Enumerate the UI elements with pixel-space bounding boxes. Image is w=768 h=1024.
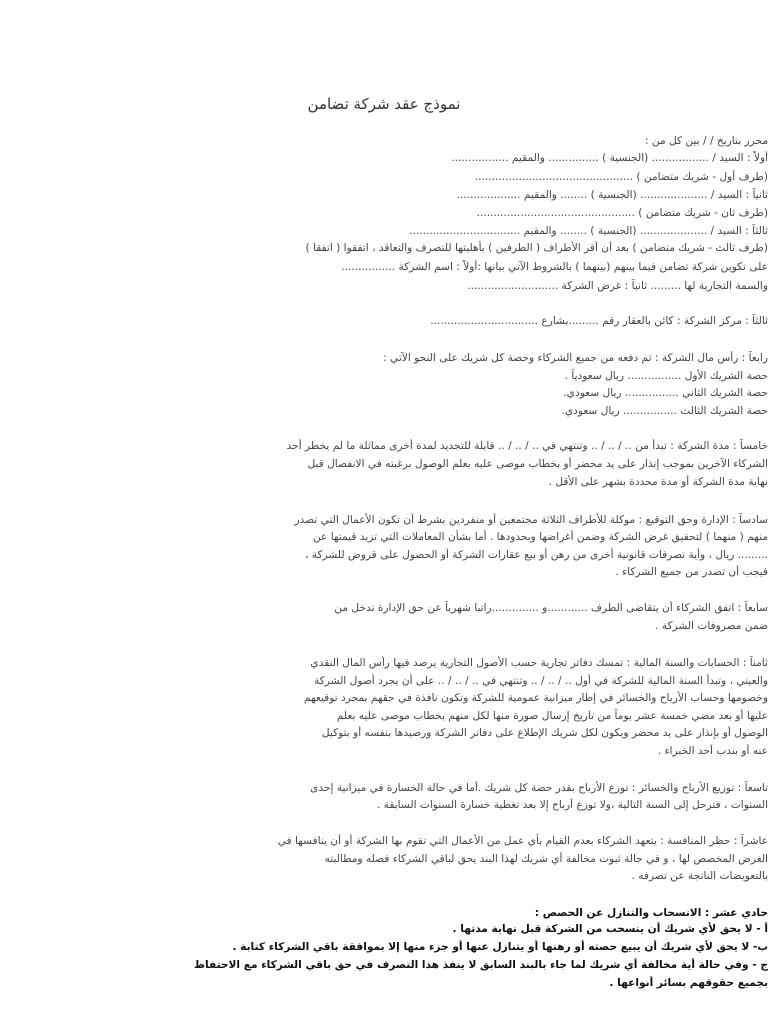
text-line: محرر بتاريخ / / بين كل من : <box>644 135 768 147</box>
text-line: عليها أو بعد مضي خمسة عشر يوماً من تاريخ إرسال صورة منها لكل منهم بخطاب موصى عليه بعلم <box>336 710 768 722</box>
text-line: منهم ( منهما ) لتحقيق غرض الشركة وضمن أغراضها وبحدودها . أما بشأن المعاملات التي تزيد قيمتها عن <box>312 531 768 543</box>
text-line: الشركاء الآخرين بموجب إنذار على يد محضر أو بخطاب موصى عليه بعلم الوصول برغبته في الانفصال قبل <box>307 458 768 470</box>
text-line: أ - لا يحق لأي شريك أن ينسحب من الشركة قبل نهاية مدتها . <box>452 923 768 935</box>
text-line: ثالثاً : السيد / .................... (الجنسية ) ........ والمقيم ................................. <box>409 225 768 237</box>
text-line: حادي عشر : الانسحاب والتنازل عن الحصص : <box>534 907 768 919</box>
text-line: ثانياً : السيد / .................... (الجنسية ) ........ والمقيم ................... <box>456 189 768 201</box>
text-line: (طرف أول - شريك متضامن ) ............................................... <box>474 171 768 183</box>
text-line: الوصول أو بإنذار على يد محضر ويكون لكل شريك الإطلاع على دفاتر الشركة ورصيدها بنفسه أو بتوكيل <box>321 727 768 739</box>
text-line: حصة الشريك الأول ................ ريال سعودياً . <box>564 370 768 382</box>
text-line: ثامناً : الحسابات والسنة المالية : تمسك دفاتر تجارية حسب الأصول التجارية يرصد فيها رأس المال النقدي <box>310 657 768 669</box>
text-line: ب- لا يحق لأي شريك أن يبيع حصته أو رهنها أو يتنازل عنها أو جزء منها إلا بموافقة باقي الشركاء كتابة . <box>232 941 768 953</box>
text-line: عنه أو بندب أحد الخبراء . <box>657 745 768 757</box>
text-line: عاشراً : حظر المنافسة : يتعهد الشركاء بعدم القيام بأي عمل من الأعمال التي تقوم بها الشركة أو أن ينافسها في <box>277 835 768 847</box>
text-line: ثالثاً : مركز الشركة : كائن بالعقار رقم .........بشارع ................................ <box>430 315 768 327</box>
text-line: سابعاً : اتفق الشركاء أن يتقاضى الطرف ............و ..............راتبا شهرياً عن حق الإدارة تدخل من <box>334 602 768 614</box>
text-line: ج - وفي حالة أية مخالفة أي شريك لما جاء بالبند السابق لا ينفذ هذا التصرف في حق باقي الشركاء مع الاحتفاظ <box>193 959 768 971</box>
text-line: (طرف ثالث - شريك متضامن ) بعد أن أقر الأطراف ( الطرفين ) بأهليتها للتصرف والتعاقد ، اتفقوا ( اتفقا ) <box>305 242 768 254</box>
text-line: بجميع حقوقهم بسائر أنواعها . <box>609 977 768 989</box>
text-line: الغرض المخصص لها ، و في حالة ثبوت مخالفة أي شريك لهذا البند يحق لباقي الشركاء فصله ومطالبته <box>324 853 768 865</box>
text-line: تاسعاً : توزيع الأرباح والخسائر : توزع الأرباح بقدر حصة كل شريك .أما في حالة الخسارة في ميزانية إحدى <box>310 782 768 794</box>
text-line: رابعاً : رأس مال الشركة : تم دفعه من جميع الشركاء وحصة كل شريك على النحو الآتي : <box>383 352 768 364</box>
text-line: بالتعويضات الناتجة عن تصرفه . <box>631 870 768 882</box>
text-line: وخصومها وحساب الأرباح والخسائر في إطار ميزانية عمومية للشركة وتكون نافذة في حقهم بمجرد توقيعهم <box>303 692 768 704</box>
text-line: ضمن مصروفات الشركة . <box>655 620 768 632</box>
text-line: سادساً : الإدارة وحق التوقيع : موكلة للأطراف الثلاثة مجتمعين أو منفردين بشرط أن تكون الأعمال التي تصدر <box>294 514 768 526</box>
text-line: حصة الشريك الثالث ................ ريال سعودي. <box>561 405 768 417</box>
text-line: على تكوين شركة تضامن فيما بينهم (بينهما ) بالشروط الآتي بيانها :أولاً : اسم الشركة ................ <box>341 261 768 273</box>
text-line: حصة الشريك الثاني ................ ريال سعودي. <box>563 387 768 399</box>
text-line: أولاً : السيد / ................. (الجنسية ) ............... والمقيم ................. <box>451 152 768 164</box>
text-line: والعيني ، وتبدأ السنة المالية للشركة في أول .. / .. / .. وتنتهي في .. / .. / .. على أن يجرد أصول الشركة <box>314 675 768 687</box>
text-line: ......... ريال ، وأية تصرفات قانونية أخرى من رهن أو بيع عقارات الشركة أو الحصول على قروض للشركة ، <box>305 549 768 561</box>
text-line: السنوات ، فترحل إلى السنة التالية ،ولا توزع أرباح إلا بعد تغطية خسارة السنوات السابقة . <box>376 799 768 811</box>
text-line: والسمة التجارية لها ......... ثانياً : غرض الشركة ........................... <box>467 280 768 292</box>
text-line: خامساً : مدة الشركة : تبدأ من .. / .. / .. وتنتهي في .. / .. / .. قابلة للتجديد لمدة أخرى مماثلة ما لم يخطر أحد <box>286 440 768 452</box>
text-line: نهاية مدة الشركة أو مدة محددة بشهر على الأقل . <box>548 476 768 488</box>
document-title: نموذج عقد شركة تضامن <box>307 95 461 113</box>
text-line: (طرف ثان - شريك متضامن ) ............................................... <box>476 207 768 219</box>
text-line: فيجب أن تصدر من جميع الشركاء . <box>615 566 768 578</box>
